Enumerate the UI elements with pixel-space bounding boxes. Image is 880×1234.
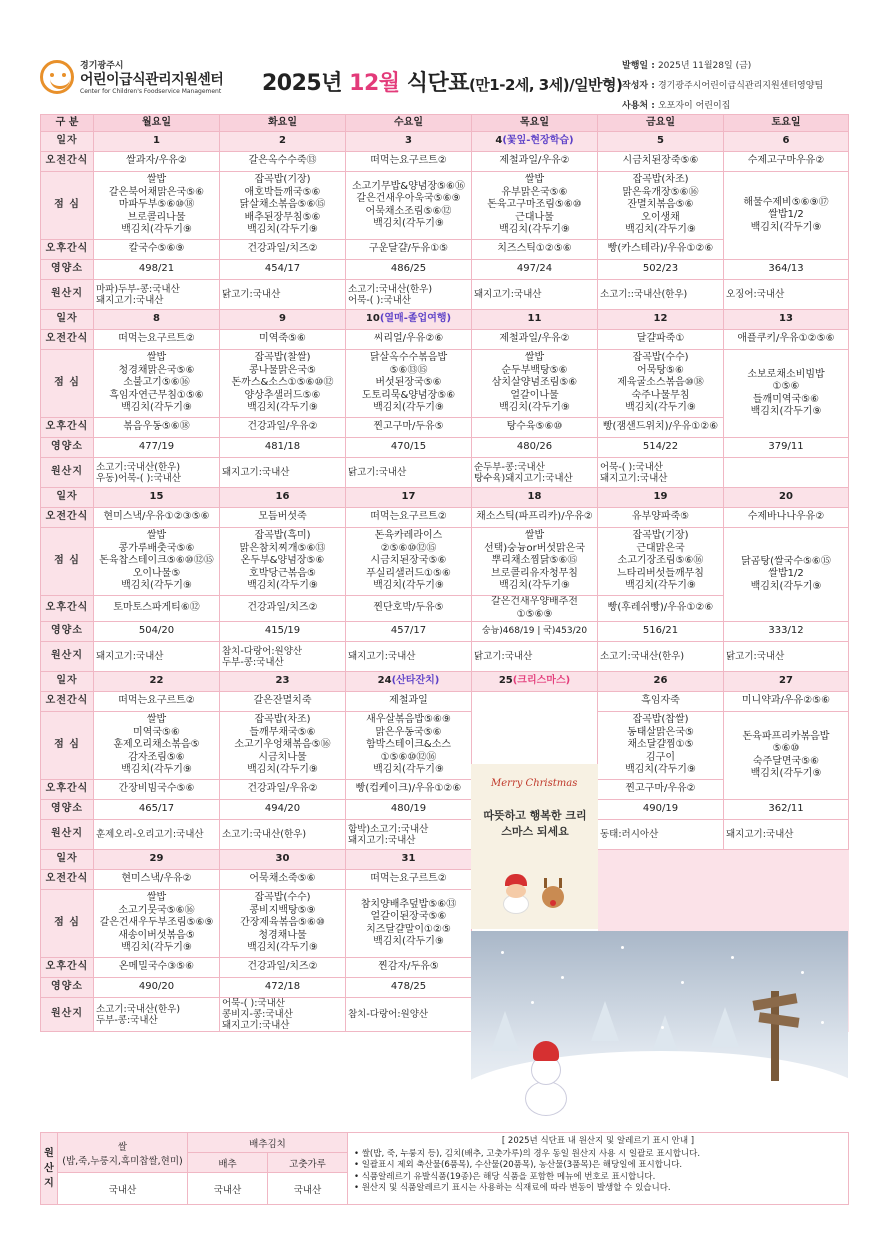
day-cell: 18 [472,488,598,508]
row-label-pm: 오후간식 [41,958,94,978]
origin-info: 참치-다랑어:원양산 [346,998,472,1032]
pm-snack: 구운달걀/두유①⑤ [346,240,472,260]
day-cell: 31 [346,850,472,870]
nutrition-value: 465/17 [94,800,220,820]
am-snack: 씨리얼/우유②⑥ [346,330,472,350]
row-label-pm: 오후간식 [41,418,94,438]
day-cell: 16 [220,488,346,508]
origin-info: 닭고기:국내산 [220,280,346,310]
page-title: 2025년 12월 식단표(만1-2세, 3세)/일반형) [262,71,623,96]
pm-snack: 찐감자/두유⑤ [346,958,472,978]
nutrition-value: 498/21 [94,260,220,280]
am-snack: 제철과일 [346,692,472,712]
header-row [41,115,849,132]
lunch-menu: 잡곡밥(차조) 맑은육개장⑤⑥⑯ 잔멸치볶음⑤⑥ 오이생채 백김치(각두기⑨ [598,172,724,240]
am-snack: 유부양파죽⑤ [598,508,724,528]
origin-info: 순두부-콩:국내산 탕수육)돼지고기:국내산 [472,458,598,488]
am-snack: 채소스틱(파프리카)/우유② [472,508,598,528]
lunch-menu: 잡곡밥(찰쌀) 콩나물맑은국⑤ 돈까스&소스①⑤⑥⑩⑫ 양상추샐러드⑤⑥ 백김치(각두기⑨ [220,350,346,418]
row-label-am: 오전간식 [41,152,94,172]
row-label-lunch: 점 심 [41,528,94,596]
nutrition-value: 486/25 [346,260,472,280]
document-meta [622,56,823,116]
pm-snack: 찐고구마/우유② [598,780,724,800]
nutrition-value: 490/19 [598,800,724,820]
row-label-pm: 오후간식 [41,780,94,800]
row-label-nutr: 영양소 [41,622,94,642]
snowman-icon [521,1041,571,1116]
row-label-pm: 오후간식 [41,596,94,622]
nutrition-value: 숭늉)468/19 | 국)453/20 [472,622,598,642]
am-snack: 현미스낵/우유② [94,870,220,890]
nutrition-value: 362/11 [724,800,849,820]
row-label-day: 일자 [41,488,94,508]
origin-info: 소고기:국내산(한우) [598,642,724,672]
day-cell: 20 [724,488,849,508]
lunch-menu: 해물수제비⑤⑥⑨⑰ 쌀밥1/2 백김치(각두기⑨ [724,172,849,260]
am-snack: 제철과일/우유② [472,152,598,172]
day-cell: 27 [724,672,849,692]
snow-scene-illustration [471,931,848,1129]
row-label-orig: 원산지 [41,458,94,488]
nutrition-value: 472/18 [220,978,346,998]
christmas-message: 따뜻하고 행복한 크리스마스 되세요 [483,809,587,838]
pm-snack: 건강과일/치즈② [220,596,346,622]
lunch-menu: 닭곰탕(쌀국수⑤⑥⑮ 쌀밥1/2 백김치(각두기⑨ [724,528,849,622]
pm-snack: 간장비빔국수⑤⑥ [94,780,220,800]
day-cell: 23 [220,672,346,692]
christmas-card [471,764,598,929]
row-label-lunch: 점 심 [41,172,94,240]
day-cell: 1 [94,132,220,152]
reindeer-icon [539,878,567,912]
am-snack: 떠먹는요구르트② [346,870,472,890]
day-cell: 10(열매-졸업여행) [346,310,472,330]
day-cell: 13 [724,310,849,330]
lunch-menu: 쌀밥 소고기뭇국⑤⑥⑯ 갈은건새우두부조림⑤⑥⑨ 새송이버섯볶음⑤ 백김치(각두기⑨ [94,890,220,958]
origin-info: 함박)소고기:국내산 돼지고기:국내산 [346,820,472,850]
cabbage-head: 배추 [188,1153,268,1173]
author: 작성자 : 경기광주시어린이급식관리지원센터영양팀 [622,81,824,91]
lunch-menu: 잡곡밥(수수) 어묵탕⑤⑥ 제육굴소스볶음⑩⑱ 숙주나물무침 백김치(각두기⑨ [598,350,724,418]
row-label-orig: 원산지 [41,642,94,672]
lunch-menu: 잡곡밥(찹쌀) 동태살맑은국⑤ 채소달걀찜①⑤ 김구이 백김치(각두기⑨ [598,712,724,780]
origin-info: 소고기:국내산(한우) 우동)어묵-( ):국내산 [94,458,220,488]
origin-info: 참치-다랑어:원양산 두부-콩:국내산 [220,642,346,672]
lunch-row [41,172,849,240]
origin-info: 소고기:국내산(한우) 두부-콩:국내산 [94,998,220,1032]
lunch-menu: 닭살옥수수볶음밥 ⑤⑥⑬⑮ 버섯된장국⑤⑥ 도토리묵&양념장⑤⑥ 백김치(각두기⑨ [346,350,472,418]
lunch-menu: 새우살볶음밥⑤⑥⑨ 맑은우동국⑤⑥ 함박스테이크&소스 ①⑤⑥⑩⑫⑯ 백김치(각두기⑨ [346,712,472,780]
day-row [41,672,849,692]
note-item: • 식품알레르기 유발식품(19종)은 해당 식품을 포함한 메뉴에 번호로 표시합니다. [354,1171,656,1182]
origin-info: 돼지고기:국내산 [94,642,220,672]
day-cell: 12 [598,310,724,330]
day-row [41,488,849,508]
nutrition-value: 502/23 [598,260,724,280]
origin-info: 동태:러시아산 [598,820,724,850]
origin-info: 닭고기:국내산 [346,458,472,488]
row-label-lunch: 점 심 [41,890,94,958]
origin-info: 돼지고기:국내산 [724,820,849,850]
day-cell: 30 [220,850,346,870]
row-label-lunch: 점 심 [41,350,94,418]
row-label-nutr: 영양소 [41,978,94,998]
am-snack: 현미스낵/우유①②③⑤⑥ [94,508,220,528]
nutrition-value: 333/12 [724,622,849,642]
lunch-menu: 소보로채소비빔밥 ①⑤⑥ 들깨미역국⑤⑥ 백김치(각두기⑨ [724,350,849,438]
pm-snack: 건강과일/우유② [220,418,346,438]
pm-snack: 볶음우동⑤⑥⑱ [94,418,220,438]
page-header [0,0,880,112]
nutrition-value: 364/13 [724,260,849,280]
pm-snack: 빵(컵케이크)/우유①②⑥ [346,780,472,800]
row-label-orig: 원산지 [41,998,94,1032]
am-snack: 달걀파죽① [598,330,724,350]
col-head: 수요일 [346,115,472,132]
chili-head: 고춧가루 [268,1153,348,1173]
origin-info: 돼지고기:국내산 [472,280,598,310]
origin-info: 돼지고기:국내산 [346,642,472,672]
am-snack: 수제고구마우유② [724,152,849,172]
origin-row [41,458,849,488]
nutrition-value: 494/20 [220,800,346,820]
cabbage-origin: 국내산 [188,1173,268,1205]
nutrition-row [41,622,849,642]
origin-info: 훈제오리-오리고기:국내산 [94,820,220,850]
row-label-nutr: 영양소 [41,260,94,280]
lunch-menu: 잡곡밥(기장) 근대맑은국 소고기장조림⑤⑥⑯ 느타리버섯들깨무침 백김치(각두기⑨ [598,528,724,596]
smile-logo-icon [40,60,74,94]
lunch-menu: 쌀밥 미역국⑤⑥ 훈제오리채소볶음⑤ 감자조림⑤⑥ 백김치(각두기⑨ [94,712,220,780]
nutrition-value: 415/19 [220,622,346,642]
row-label-am: 오전간식 [41,508,94,528]
col-head: 화요일 [220,115,346,132]
org-sub: 경기광주시 [80,61,124,71]
row-label-nutr: 영양소 [41,438,94,458]
nutrition-value: 481/18 [220,438,346,458]
santa-icon [501,874,531,914]
day-cell: 3 [346,132,472,152]
lunch-menu: 쌀밥 선택)숭늉or버섯맑은국 뿌리채소찜닭⑤⑥⑮ 브로콜리유자청무침 백김치(각두기⑨ [472,528,598,596]
pm-snack: 온메밀국수③⑤⑥ [94,958,220,978]
origin-info: 소고기:국내산(한우) 어묵-( ):국내산 [346,280,472,310]
lunch-menu: 잡곡밥(차조) 들깨무채국⑤⑥ 소고기우엉채볶음⑤⑯ 시금치나물 백김치(각두기⑨ [220,712,346,780]
origin-row [41,820,849,850]
day-cell: 22 [94,672,220,692]
lunch-menu: 쌀밥 콩가루배춧국⑤⑥ 돈육찹스테이크⑤⑥⑩⑫⑮ 오이나물⑤ 백김치(각두기⑨ [94,528,220,596]
am-snack: 애플쿠키/우유①②⑤⑥ [724,330,849,350]
lunch-row [41,528,849,596]
nutrition-value: 478/25 [346,978,472,998]
christmas-greeting: Merry Christmas [491,778,578,789]
day-cell: 24(산타잔치) [346,672,472,692]
org-en: Center for Children's Foodservice Management [80,88,222,95]
lunch-menu: 쌀밥 순두부백탕⑤⑥ 삼치살양념조림⑤⑥ 얼갈이나물 백김치(각두기⑨ [472,350,598,418]
lunch-menu: 돈육카레라이스 ②⑤⑥⑩⑫⑮ 시금치된장국⑤⑥ 푸실리샐러드①⑤⑥ 백김치(각두기⑨ [346,528,472,596]
origin-info [724,458,849,488]
user-site: 사용처 : 오포자이 어린이집 [622,101,731,111]
am-snack: 갈은잔멸치죽 [220,692,346,712]
origin-row [41,642,849,672]
nutrition-value: 516/21 [598,622,724,642]
note-item: • 원산지 및 식품알레르기 표시는 사용하는 식재료에 따라 변동이 발생할 수 있습니다. [354,1183,671,1193]
am-snack-row [41,692,849,712]
am-snack: 시금치된장죽⑤⑥ [598,152,724,172]
lunch-menu: 소고기무밥&양념장⑤⑥⑯ 갈은건새우아욱국⑤⑥⑨ 어묵채소조림⑤⑥⑫ 백김치(각두기⑨ [346,172,472,240]
nutrition-value: 504/20 [94,622,220,642]
issue-date: 발행일 : 2025년 11월28일 (금) [622,61,752,71]
lunch-menu: 잡곡밥(수수) 콩비지백탕⑤⑨ 간장제육볶음⑤⑥⑩ 청경채나물 백김치(각두기⑨ [220,890,346,958]
row-label-lunch: 점 심 [41,712,94,780]
col-head: 목요일 [472,115,598,132]
origin-info: 마파)두부-콩:국내산 돼지고기:국내산 [94,280,220,310]
pm-snack: 찐고구마/두유⑤ [346,418,472,438]
day-cell: 17 [346,488,472,508]
lunch-row [41,712,849,780]
row-label-day: 일자 [41,850,94,870]
row-label-am: 오전간식 [41,692,94,712]
nutrition-value: 480/26 [472,438,598,458]
nutrition-value: 477/19 [94,438,220,458]
nutrition-value: 470/15 [346,438,472,458]
day-cell: 2 [220,132,346,152]
am-snack: 갈은옥수수죽⑬ [220,152,346,172]
am-snack: 미니약과/우유②⑤⑥ [724,692,849,712]
origin-row [41,280,849,310]
pm-snack: 빵(카스테라)/우유①②⑥ [598,240,724,260]
lunch-menu: 쌀밥 유부맑은국⑤⑥ 돈육고구마조림⑤⑥⑩ 근대나물 백김치(각두기⑨ [472,172,598,240]
day-cell: 15 [94,488,220,508]
row-label-orig: 원산지 [41,280,94,310]
day-cell: 6 [724,132,849,152]
day-row [41,850,849,870]
rice-origin: 국내산 [58,1173,188,1205]
col-head: 토요일 [724,115,849,132]
lunch-row [41,350,849,418]
chili-origin: 국내산 [268,1173,348,1205]
day-row [41,132,849,152]
pm-snack: 탕수육⑤⑥⑩ [472,418,598,438]
am-snack-row [41,508,849,528]
meal-plan-table [40,114,849,1032]
am-snack-row [41,152,849,172]
row-label-pm: 오후간식 [41,240,94,260]
pm-snack: 치즈스틱①②⑤⑥ [472,240,598,260]
pm-snack: 찐단호박/두유⑤ [346,596,472,622]
am-snack: 떠먹는요구르트② [94,692,220,712]
lunch-menu: 쌀밥 갈은북어채맑은국⑤⑥ 마파두부⑤⑥⑩⑱ 브로콜리나물 백김치(각두기⑨ [94,172,220,240]
notes-title: [ 2025년 식단표 내 원산지 및 알레르기 표시 안내 ] [501,1136,695,1146]
nutrition-value: 514/22 [598,438,724,458]
origin-info: 닭고기:국내산 [472,642,598,672]
lunch-menu: 잡곡밥(흑미) 맑은참치찌개⑤⑥⑬ 온두부&양념장⑤⑥ 호박당근볶음⑤ 백김치(각두기⑨ [220,528,346,596]
am-snack: 떠먹는요구르트② [346,152,472,172]
origin-info: 닭고기:국내산 [724,642,849,672]
nutrition-row [41,800,849,820]
origin-info: 소고기::국내산(한우) [598,280,724,310]
rice-head: 쌀 (밥,죽,누룽지,흑미찹쌀,현미) [58,1133,188,1173]
pm-snack: 건강과일/치즈② [220,958,346,978]
lunch-menu: 참치양배추덮밥⑤⑥⑬ 얼갈이된장국⑤⑥ 치즈달걀말이①②⑤ 백김치(각두기⑨ [346,890,472,958]
nutrition-row [41,438,849,458]
row-label-nutr: 영양소 [41,800,94,820]
day-row [41,310,849,330]
pm-snack: 갈은건새우양배추전①⑤⑥⑨ [472,596,598,622]
pm-snack: 건강과일/치즈② [220,240,346,260]
day-cell: 8 [94,310,220,330]
am-snack: 떠먹는요구르트② [346,508,472,528]
col-head: 구 분 [41,115,94,132]
row-label-day: 일자 [41,310,94,330]
am-snack-row [41,330,849,350]
am-snack: 제철과일/우유② [472,330,598,350]
center-logo [40,58,235,100]
am-snack: 쌀과자/우유② [94,152,220,172]
nutrition-value: 480/19 [346,800,472,820]
day-cell: 29 [94,850,220,870]
origin-info: 오징어:국내산 [724,280,849,310]
notes-box [348,1133,849,1205]
nutrition-value: 379/11 [724,438,849,458]
col-head: 월요일 [94,115,220,132]
day-cell: 26 [598,672,724,692]
lunch-menu: 쌀밥 청경채맑은국⑤⑥ 소불고기⑤⑥⑯ 흑임자연근무침①⑤⑥ 백김치(각두기⑨ [94,350,220,418]
row-label-day: 일자 [41,672,94,692]
nutrition-value: 490/20 [94,978,220,998]
am-snack: 흑임자죽 [598,692,724,712]
pm-snack: 건강과일/우유② [220,780,346,800]
note-item: • 쌀(밥, 죽, 누룽지 등), 김치(배추, 고춧가루)의 경우 동일 원산지 사용 시 일괄로 표시합니다. [354,1148,701,1159]
nutrition-value: 497/24 [472,260,598,280]
org-name: 어린이급식관리지원센터 [80,72,224,88]
row-label-am: 오전간식 [41,330,94,350]
note-item: • 일괄표시 제외 축산물(6품목), 수산물(20품목), 농산물(3품목)은 해당일에 표시합니다. [354,1160,683,1170]
pm-snack: 칼국수⑤⑥⑨ [94,240,220,260]
nutrition-value: 454/17 [220,260,346,280]
am-snack: 수제바나나우유② [724,508,849,528]
nutrition-value: 457/17 [346,622,472,642]
nutrition-row [41,260,849,280]
origin-info: 소고기:국내산(한우) [220,820,346,850]
row-label-orig: 원산지 [41,820,94,850]
kimchi-head: 배추김치 [188,1133,348,1153]
day-cell: 11 [472,310,598,330]
origin-footer-table [40,1132,849,1205]
origin-info: 어묵-( ):국내산 콩비지-콩:국내산 돼지고기:국내산 [220,998,346,1032]
am-snack: 떠먹는요구르트② [94,330,220,350]
pm-snack: 빵(후레쉬빵)/우유①②⑥ [598,596,724,622]
footer-origin-label: 원 산 지 [41,1133,58,1205]
am-snack: 미역죽⑤⑥ [220,330,346,350]
lunch-menu: 돈육파프리카볶음밥 ⑤⑥⑩ 숙주달면국⑤⑥ 백김치(각두기⑨ [724,712,849,800]
pm-snack: 빵(잼샌드위치)/우유①②⑥ [598,418,724,438]
origin-info: 어묵-( ):국내산 돼지고기:국내산 [598,458,724,488]
am-snack: 어묵채소죽⑤⑥ [220,870,346,890]
day-cell: 4(꽃잎-현장학습) [472,132,598,152]
day-cell: 5 [598,132,724,152]
row-label-am: 오전간식 [41,870,94,890]
day-cell: 25(크리스마스) [472,672,598,692]
day-cell: 19 [598,488,724,508]
origin-info: 돼지고기:국내산 [220,458,346,488]
col-head: 금요일 [598,115,724,132]
day-cell: 9 [220,310,346,330]
am-snack: 모듬버섯죽 [220,508,346,528]
pm-snack: 토마토스파게티⑥⑫ [94,596,220,622]
lunch-menu: 잡곡밥(기장) 애호박들깨국⑤⑥ 닭살채소볶음⑤⑥⑮ 배추된장무침⑤⑥ 백김치(각두기⑨ [220,172,346,240]
row-label-day: 일자 [41,132,94,152]
